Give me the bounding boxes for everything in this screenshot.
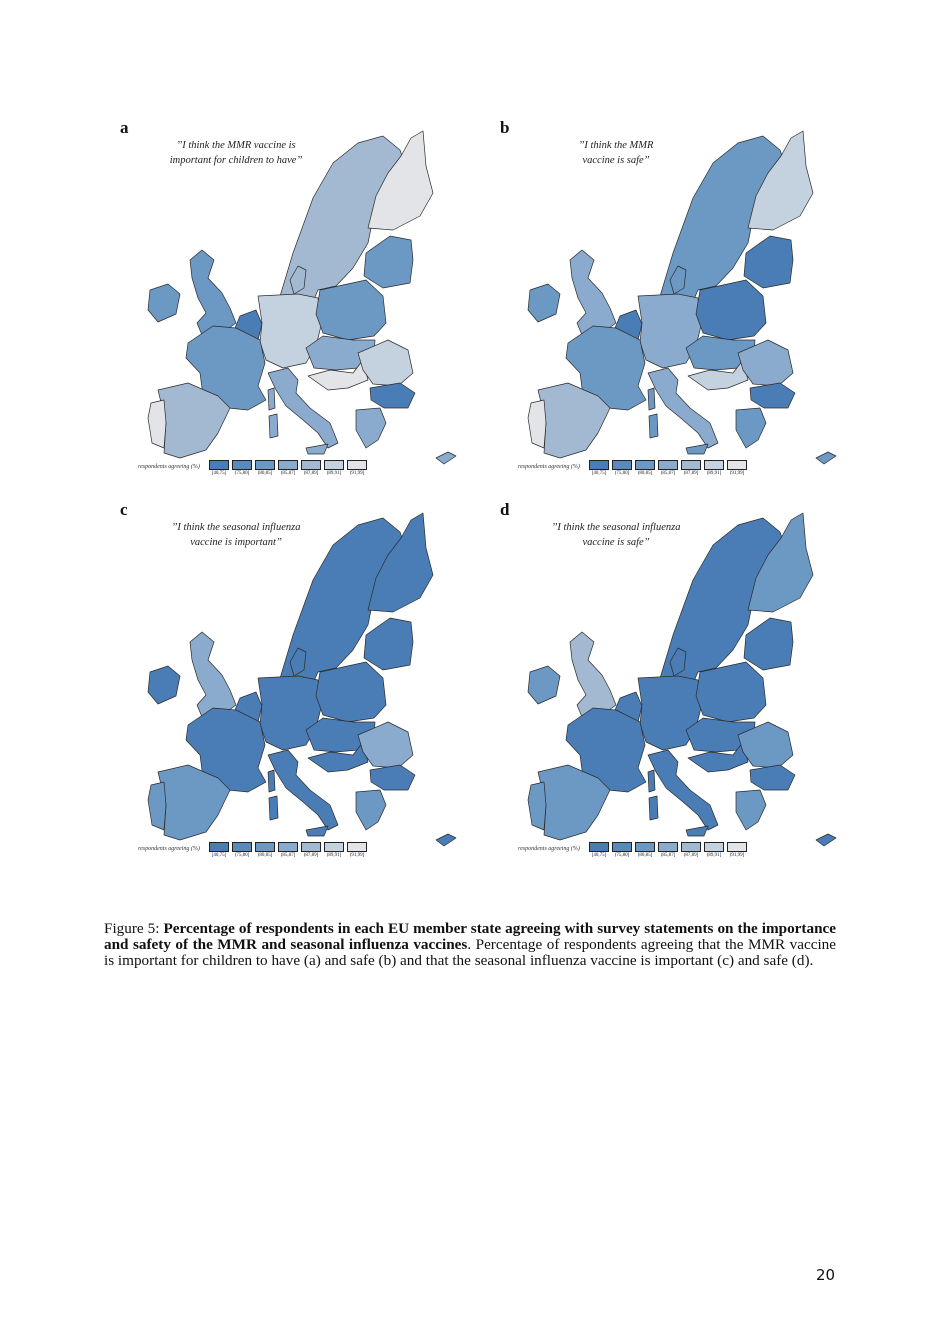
legend-item xyxy=(277,460,299,476)
legend-swatch xyxy=(635,460,655,470)
legend-label: (80,85] xyxy=(637,853,653,858)
map-panel-d xyxy=(498,500,838,870)
region-portugal xyxy=(528,400,546,448)
legend-label: (87,89] xyxy=(303,853,319,858)
legend-label: (91,99] xyxy=(349,853,365,858)
legend-label: (75,80] xyxy=(614,853,630,858)
legend-item xyxy=(346,842,368,858)
legend-item xyxy=(657,842,679,858)
legend-label: (80,85] xyxy=(637,471,653,476)
region-greece xyxy=(356,408,386,448)
legend-item xyxy=(611,842,633,858)
legend-label: (80,85] xyxy=(257,853,273,858)
legend-label: (89,91] xyxy=(706,471,722,476)
legend-swatch xyxy=(255,842,275,852)
region-greece xyxy=(356,790,386,830)
page-number: 20 xyxy=(816,1266,836,1284)
region-bulgaria xyxy=(750,765,795,790)
caption-prefix: Figure 5: xyxy=(104,920,164,938)
legend-item xyxy=(634,460,656,476)
legend-label: (85,87] xyxy=(660,471,676,476)
legend-item xyxy=(634,842,656,858)
region-baltics xyxy=(364,618,413,670)
legend-item xyxy=(588,842,610,858)
legend-item xyxy=(726,460,748,476)
legend-swatch xyxy=(704,842,724,852)
legend-label: (87,89] xyxy=(683,853,699,858)
region-portugal xyxy=(148,400,166,448)
legend-title: respondents agreeing (%) xyxy=(138,846,200,852)
legend-item xyxy=(208,460,230,476)
legend-swatch xyxy=(347,460,367,470)
legend-item xyxy=(323,460,345,476)
legend-label: [40,75] xyxy=(591,471,607,476)
quote-line: ’’I think the MMR xyxy=(578,140,654,151)
legend-swatch xyxy=(589,460,609,470)
legend-swatch xyxy=(704,460,724,470)
region-cyprus xyxy=(816,452,836,464)
map-panel-c xyxy=(118,500,458,870)
region-bulgaria xyxy=(370,765,415,790)
quote-line: ’’I think the seasonal influenza xyxy=(551,522,681,533)
eu-map xyxy=(118,118,458,488)
legend-label: (75,80] xyxy=(234,471,250,476)
region-bulgaria xyxy=(750,383,795,408)
panel-quote xyxy=(536,520,696,550)
legend-item xyxy=(346,460,368,476)
region-cyprus xyxy=(436,452,456,464)
panel-quote xyxy=(156,520,316,550)
region-baltics xyxy=(744,236,793,288)
legend-swatch xyxy=(347,842,367,852)
legend-swatch xyxy=(209,842,229,852)
region-uk xyxy=(570,632,616,717)
legend-swatch xyxy=(278,460,298,470)
region-poland xyxy=(316,662,386,722)
legend-label: [40,75] xyxy=(211,853,227,858)
legend-item xyxy=(588,460,610,476)
legend-swatch xyxy=(301,842,321,852)
legend-label: (89,91] xyxy=(326,853,342,858)
region-poland xyxy=(316,280,386,340)
legend-title: respondents agreeing (%) xyxy=(518,464,580,470)
legend-item xyxy=(323,842,345,858)
legend-swatch xyxy=(612,460,632,470)
legend-item xyxy=(657,460,679,476)
quote-line: vaccine is safe’’ xyxy=(582,155,650,166)
legend-label: (80,85] xyxy=(257,471,273,476)
region-baltics xyxy=(744,618,793,670)
region-greece xyxy=(736,790,766,830)
panel-quote xyxy=(156,138,316,168)
legend-item xyxy=(300,460,322,476)
legend-swatch xyxy=(635,842,655,852)
quote-line: vaccine is safe’’ xyxy=(582,537,650,548)
region-portugal xyxy=(148,782,166,830)
legend-label: (85,87] xyxy=(280,853,296,858)
legend-label: (75,80] xyxy=(234,853,250,858)
legend-label: (87,89] xyxy=(303,471,319,476)
legend-swatch xyxy=(301,460,321,470)
legend-swatch xyxy=(658,842,678,852)
legend-swatch xyxy=(324,842,344,852)
caption-body: . Percentage of respondents agreeing that the MMR vaccine is important for children to have (a) and safe (b) and that the seasonal influenza vaccine is important (c) and safe (d). xyxy=(104,936,837,970)
legend-swatch xyxy=(681,460,701,470)
legend-label: [40,75] xyxy=(211,471,227,476)
map-panel-b xyxy=(498,118,838,488)
legend-item xyxy=(680,460,702,476)
legend-label: (91,99] xyxy=(349,471,365,476)
map-panel-a xyxy=(118,118,458,488)
legend-label: (87,89] xyxy=(683,471,699,476)
panel-letter: c xyxy=(120,500,128,519)
region-poland xyxy=(696,662,766,722)
quote-line: ’’I think the seasonal influenza xyxy=(171,522,301,533)
region-greece xyxy=(736,408,766,448)
legend-label: (91,99] xyxy=(729,853,745,858)
legend-swatch xyxy=(324,460,344,470)
panel-letter: d xyxy=(500,500,510,519)
legend-item xyxy=(254,842,276,858)
legend-item xyxy=(703,460,725,476)
legend-item xyxy=(208,842,230,858)
legend-label: (75,80] xyxy=(614,471,630,476)
caption-title: Percentage of respondents in each EU member state agreeing with survey statements on the importance and safety of the MMR and seasonal influenza vaccines xyxy=(104,920,836,954)
region-portugal xyxy=(528,782,546,830)
region-uk xyxy=(190,250,236,335)
quote-line: important for children to have’’ xyxy=(169,155,303,166)
region-ireland xyxy=(148,284,180,322)
legend-label: (91,99] xyxy=(729,471,745,476)
panel-letter: b xyxy=(500,118,510,137)
legend-item xyxy=(726,842,748,858)
region-baltics xyxy=(364,236,413,288)
legend-label: (85,87] xyxy=(280,471,296,476)
legend xyxy=(588,460,749,476)
legend-swatch xyxy=(727,460,747,470)
eu-map xyxy=(498,118,838,488)
region-uk xyxy=(190,632,236,717)
legend-swatch xyxy=(681,842,701,852)
legend xyxy=(208,842,369,858)
legend-swatch xyxy=(727,842,747,852)
legend-swatch xyxy=(658,460,678,470)
region-ireland xyxy=(528,666,560,704)
legend-item xyxy=(680,842,702,858)
legend xyxy=(588,842,749,858)
legend-label: (85,87] xyxy=(660,853,676,858)
region-ireland xyxy=(528,284,560,322)
legend-title: respondents agreeing (%) xyxy=(518,846,580,852)
quote-line: vaccine is important’’ xyxy=(190,537,282,548)
legend-label: (89,91] xyxy=(326,471,342,476)
legend-swatch xyxy=(612,842,632,852)
legend-title: respondents agreeing (%) xyxy=(138,464,200,470)
legend-item xyxy=(231,460,253,476)
legend-label: [40,75] xyxy=(591,853,607,858)
legend-item xyxy=(254,460,276,476)
legend-label: (89,91] xyxy=(706,853,722,858)
figure-caption xyxy=(104,921,836,969)
region-cyprus xyxy=(816,834,836,846)
legend-item xyxy=(277,842,299,858)
legend-swatch xyxy=(278,842,298,852)
eu-map xyxy=(118,500,458,870)
region-ireland xyxy=(148,666,180,704)
legend xyxy=(208,460,369,476)
quote-line: ’’I think the MMR vaccine is xyxy=(176,140,296,151)
legend-swatch xyxy=(232,460,252,470)
legend-swatch xyxy=(209,460,229,470)
legend-swatch xyxy=(232,842,252,852)
legend-swatch xyxy=(255,460,275,470)
legend-item xyxy=(611,460,633,476)
panel-letter: a xyxy=(120,118,129,137)
legend-item xyxy=(703,842,725,858)
panel-quote xyxy=(536,138,696,168)
region-uk xyxy=(570,250,616,335)
region-cyprus xyxy=(436,834,456,846)
legend-item xyxy=(231,842,253,858)
region-bulgaria xyxy=(370,383,415,408)
region-poland xyxy=(696,280,766,340)
legend-swatch xyxy=(589,842,609,852)
eu-map xyxy=(498,500,838,870)
legend-item xyxy=(300,842,322,858)
